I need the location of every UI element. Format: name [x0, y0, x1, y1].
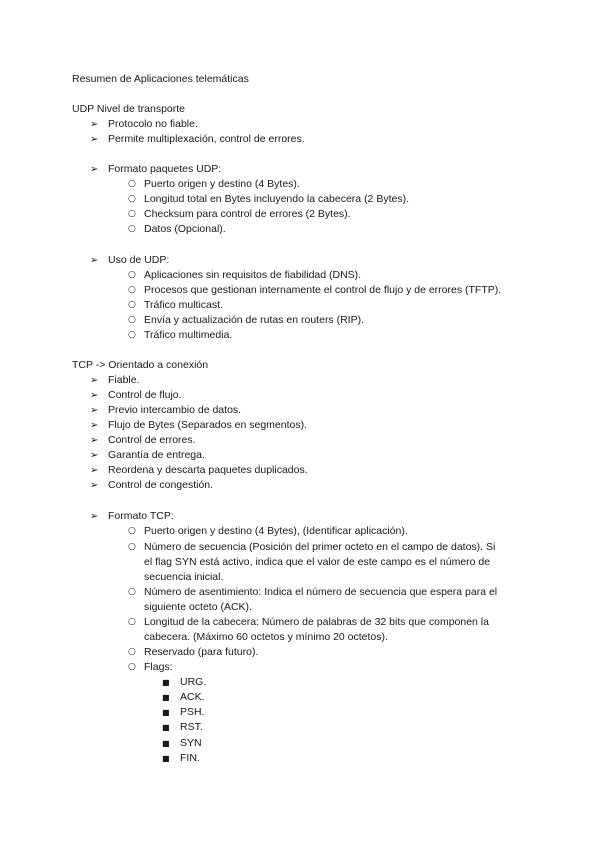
document-title: Resumen de Aplicaciones telemáticas [72, 73, 249, 85]
circle-bullet-icon: ○ [128, 647, 136, 657]
arrow-bullet-icon: ➢ [90, 435, 99, 446]
udp-intro-item: Permite multiplexación, control de errores. [108, 133, 305, 145]
tcp-intro-item: Flujo de Bytes (Separados en segmentos). [108, 419, 308, 431]
circle-bullet-icon: ○ [128, 300, 136, 310]
udp-formato-item: Datos (Opcional). [144, 223, 226, 235]
arrow-bullet-icon: ➢ [90, 450, 99, 461]
tcp-intro-item: Control de congestión. [108, 479, 214, 491]
arrow-bullet-icon: ➢ [90, 405, 99, 416]
tcp-formato-longitud-line: Longitud de la cabecera: Número de palabras de 32 bits que componen la [144, 616, 489, 628]
arrow-bullet-icon: ➢ [90, 390, 99, 401]
udp-intro-item: Protocolo no fiable. [108, 118, 198, 130]
circle-bullet-icon: ○ [128, 179, 136, 189]
tcp-intro-item: Reordena y descarta paquetes duplicados. [108, 464, 308, 476]
tcp-formato-reservado: Reservado (para futuro). [144, 646, 259, 658]
circle-bullet-icon: ○ [128, 617, 136, 627]
tcp-intro-item: Garantía de entrega. [108, 449, 205, 461]
tcp-formato-asentimiento-line: Número de asentimiento: Indica el número de secuencia que espera para el [144, 586, 498, 598]
circle-bullet-icon: ○ [128, 270, 136, 280]
circle-bullet-icon: ○ [128, 194, 136, 204]
circle-bullet-icon: ○ [128, 587, 136, 597]
circle-bullet-icon: ○ [128, 330, 136, 340]
circle-bullet-icon: ○ [128, 542, 136, 552]
tcp-intro-item: Control de errores. [108, 434, 196, 446]
arrow-bullet-icon: ➢ [90, 480, 99, 491]
udp-uso-item: Tráfico multicast. [144, 299, 223, 311]
udp-uso-item: Aplicaciones sin requisitos de fiabilidad (DNS). [144, 269, 362, 281]
square-bullet-icon: ■ [162, 739, 170, 748]
circle-bullet-icon: ○ [128, 209, 136, 219]
circle-bullet-icon: ○ [128, 285, 136, 295]
arrow-bullet-icon: ➢ [90, 511, 99, 522]
udp-uso-item: Tráfico multimedia. [144, 329, 233, 341]
udp-formato-label: Formato paquetes UDP: [108, 163, 222, 175]
square-bullet-icon: ■ [162, 723, 170, 732]
tcp-flag-item: ACK. [180, 691, 205, 703]
square-bullet-icon: ■ [162, 693, 170, 702]
arrow-bullet-icon: ➢ [90, 134, 99, 145]
arrow-bullet-icon: ➢ [90, 255, 99, 266]
tcp-formato-secuencia-line: secuencia inicial. [144, 571, 224, 583]
udp-uso-item: Procesos que gestionan internamente el control de flujo y de errores (TFTP). [144, 284, 502, 296]
tcp-formato-asentimiento-line: siguiente octeto (ACK). [144, 601, 252, 613]
square-bullet-icon: ■ [162, 754, 170, 763]
tcp-intro-item: Fiable. [108, 374, 140, 386]
square-bullet-icon: ■ [162, 708, 170, 717]
udp-formato-item: Checksum para control de errores (2 Bytes). [144, 208, 351, 220]
circle-bullet-icon: ○ [128, 224, 136, 234]
arrow-bullet-icon: ➢ [90, 119, 99, 130]
arrow-bullet-icon: ➢ [90, 375, 99, 386]
arrow-bullet-icon: ➢ [90, 164, 99, 175]
tcp-flag-item: SYN [180, 737, 202, 749]
tcp-intro-item: Previo intercambio de datos. [108, 404, 242, 416]
udp-formato-item: Puerto origen y destino (4 Bytes). [144, 178, 300, 190]
tcp-formato-secuencia-line: el flag SYN está activo, indica que el valor de este campo es el número de [144, 556, 491, 568]
tcp-formato-longitud-line: cabecera. (Máximo 60 octetos y mínimo 20 octetos). [144, 631, 388, 643]
udp-formato-item: Longitud total en Bytes incluyendo la cabecera (2 Bytes). [144, 193, 409, 205]
udp-heading: UDP Nivel de transporte [72, 103, 186, 115]
tcp-flag-item: URG. [180, 676, 207, 688]
tcp-formato-label: Formato TCP: [108, 510, 174, 522]
tcp-flag-item: PSH. [180, 706, 205, 718]
tcp-formato-secuencia-line: Número de secuencia (Posición del primer octeto en el campo de datos). Si [144, 541, 496, 553]
tcp-heading: TCP -> Orientado a conexión [72, 359, 209, 371]
arrow-bullet-icon: ➢ [90, 465, 99, 476]
udp-uso-item: Envía y actualización de rutas en routers (RIP). [144, 314, 365, 326]
tcp-intro-item: Control de flujo. [108, 389, 182, 401]
tcp-formato-puerto: Puerto origen y destino (4 Bytes), (Identificar aplicación). [144, 525, 408, 537]
tcp-flag-item: FIN. [180, 752, 200, 764]
udp-uso-label: Uso de UDP: [108, 254, 170, 266]
circle-bullet-icon: ○ [128, 662, 136, 672]
arrow-bullet-icon: ➢ [90, 420, 99, 431]
tcp-flags-label: Flags: [144, 661, 173, 673]
square-bullet-icon: ■ [162, 678, 170, 687]
circle-bullet-icon: ○ [128, 315, 136, 325]
tcp-flag-item: RST. [180, 721, 203, 733]
circle-bullet-icon: ○ [128, 526, 136, 536]
